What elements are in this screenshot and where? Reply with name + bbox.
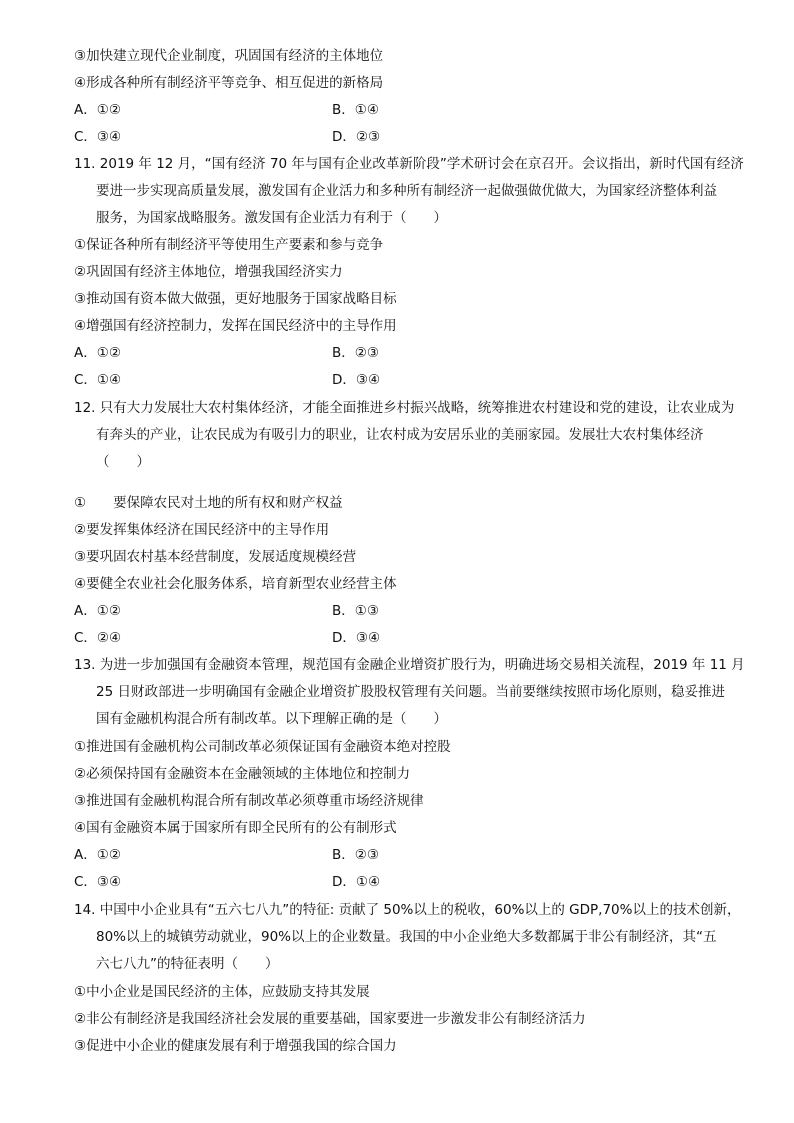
question-12-line-3: （ ） [96, 454, 150, 470]
question-11-line-2: 要进一步实现高质量发展，激发国有企业活力和多种所有制经济一起做强做优做大，为国家经济整体利益 [96, 183, 717, 199]
question-11-line-1: 11. 2019 年 12 月，“国有经济 70 年与国有企业改革新阶段”学术研讨会在京召开。会议指出，新时代国有经济 [74, 156, 744, 172]
option-a-prev: A．①② [74, 102, 121, 118]
q13-statement-4: ④国有金融资本属于国家所有即全民所有的公有制形式 [74, 820, 397, 836]
option-c-prev: C．③④ [74, 129, 122, 145]
q12-statement-2: ②要发挥集体经济在国民经济中的主导作用 [74, 522, 330, 538]
q12-statement-3: ③要巩固农村基本经营制度，发展适度规模经营 [74, 549, 357, 565]
option-d-prev: D．②③ [332, 129, 381, 145]
q11-option-a: A．①② [74, 345, 121, 361]
question-12-line-1: 12. 只有大力发展壮大农村集体经济，才能全面推进乡村振兴战略，统筹推进农村建设和党的建设，让农业成为 [74, 400, 735, 416]
q13-option-c: C．③④ [74, 874, 122, 890]
q13-statement-3: ③推进国有金融机构混合所有制改革必须尊重市场经济规律 [74, 793, 424, 809]
q12-option-a: A．①② [74, 603, 121, 619]
question-13-line-3: 国有金融机构混合所有制改革。以下理解正确的是（ ） [96, 711, 447, 727]
q11-statement-3: ③推动国有资本做大做强，更好地服务于国家战略目标 [74, 291, 397, 307]
q12-option-b: B．①③ [332, 603, 379, 619]
q14-statement-3: ③促进中小企业的健康发展有利于增强我国的综合国力 [74, 1038, 397, 1054]
question-12-line-2: 有奔头的产业，让农民成为有吸引力的职业，让农村成为安居乐业的美丽家园。发展壮大农村集体经济 [96, 427, 704, 443]
q11-option-b: B．②③ [332, 345, 379, 361]
q14-statement-2: ②非公有制经济是我国经济社会发展的重要基础，国家要进一步激发非公有制经济活力 [74, 1011, 586, 1027]
option-b-prev: B．①④ [332, 102, 379, 118]
q12-option-c: C．②④ [74, 630, 122, 646]
q14-statement-1: ①中小企业是国民经济的主体，应鼓励支持其发展 [74, 984, 370, 1000]
q13-option-b: B．②③ [332, 847, 379, 863]
question-13-line-2: 25 日财政部进一步明确国有金融企业增资扩股股权管理有关问题。当前要继续按照市场化原则，稳妥推进 [96, 684, 725, 700]
q13-option-a: A．①② [74, 847, 121, 863]
q12-statement-1: ① 要保障农民对土地的所有权和财产权益 [74, 495, 343, 511]
statement-3-prev: ③加快建立现代企业制度，巩固国有经济的主体地位 [74, 48, 384, 64]
q13-statement-2: ②必须保持国有金融资本在金融领域的主体地位和控制力 [74, 766, 411, 782]
q11-option-c: C．①④ [74, 372, 122, 388]
q11-statement-2: ②巩固国有经济主体地位，增强我国经济实力 [74, 264, 343, 280]
question-14-line-2: 80%以上的城镇劳动就业，90%以上的企业数量。我国的中小企业绝大多数都属于非公有制经济，其“五 [96, 929, 717, 945]
q11-statement-4: ④增强国有经济控制力，发挥在国民经济中的主导作用 [74, 318, 397, 334]
q11-option-d: D．③④ [332, 372, 381, 388]
question-11-line-3: 服务，为国家战略服务。激发国有企业活力有利于（ ） [96, 210, 447, 226]
q11-statement-1: ①保证各种所有制经济平等使用生产要素和参与竞争 [74, 237, 384, 253]
q13-statement-1: ①推进国有金融机构公司制改革必须保证国有金融资本绝对控股 [74, 739, 451, 755]
q13-option-d: D．①④ [332, 874, 381, 890]
statement-4-prev: ④形成各种所有制经济平等竞争、相互促进的新格局 [74, 75, 384, 91]
question-13-line-1: 13. 为进一步加强国有金融资本管理，规范国有金融企业增资扩股行为，明确进场交易相关流程，2019 年 11 月 [74, 657, 745, 673]
q12-statement-4: ④要健全农业社会化服务体系，培育新型农业经营主体 [74, 576, 397, 592]
question-14-line-1: 14. 中国中小企业具有“五六七八九”的特征: 贡献了 50%以上的税收，60%以上的 GDP,70%以上的技术创新， [74, 902, 741, 918]
question-14-line-3: 六七八九”的特征表明（ ） [96, 956, 279, 972]
q12-option-d: D．③④ [332, 630, 381, 646]
